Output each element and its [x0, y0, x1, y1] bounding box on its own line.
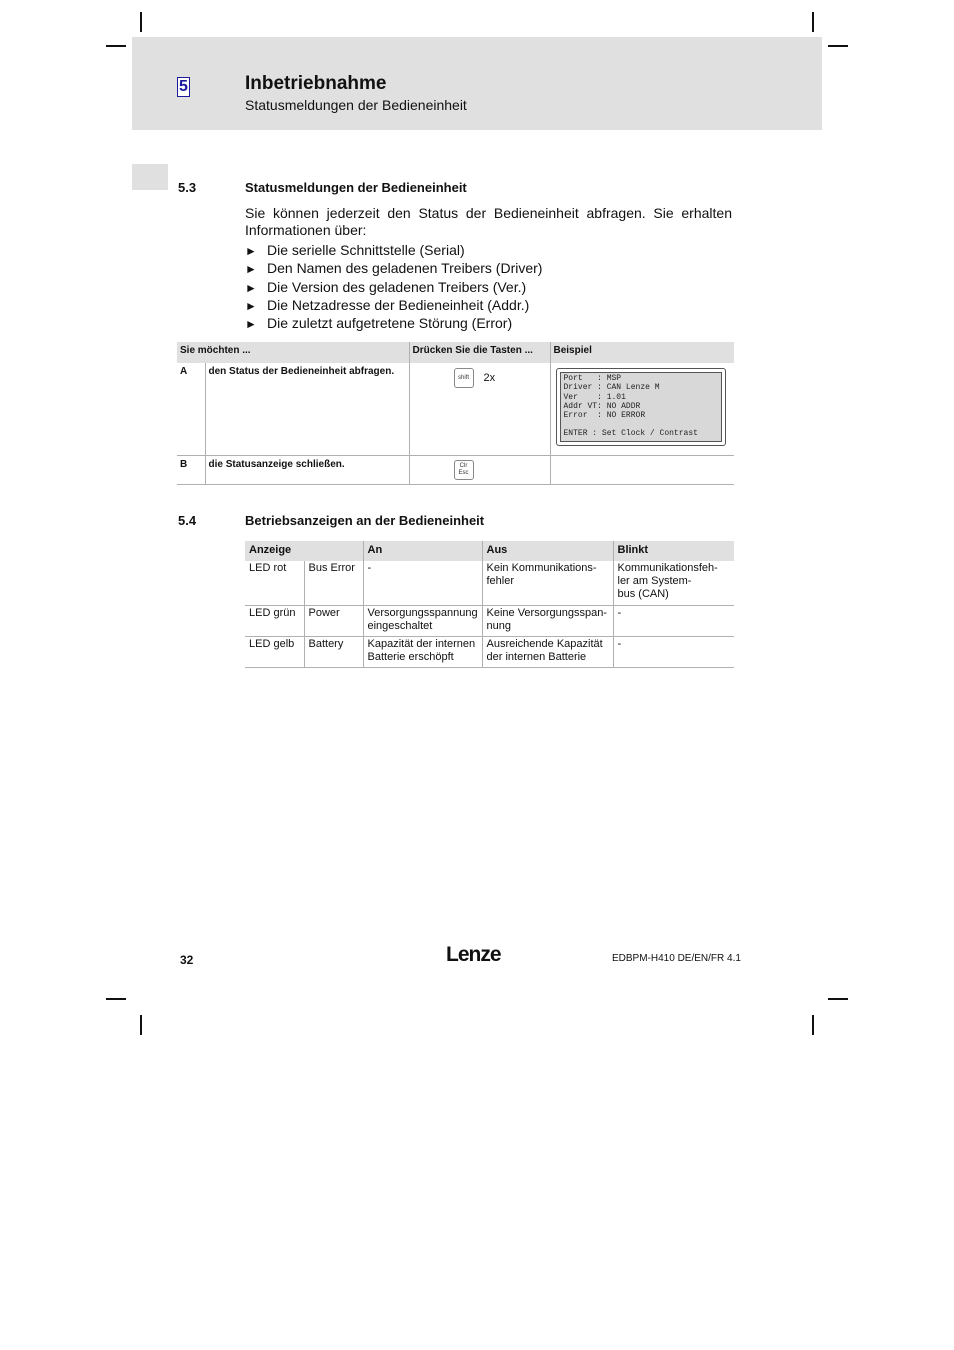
lcd-line: Ver : 1.01 — [563, 392, 626, 402]
state-off: Ausreichende Kapazität der internen Batterie — [482, 636, 613, 667]
list-item: ► Die zuletzt aufgetretene Störung (Error) — [245, 315, 513, 332]
arrow-right-icon: ► — [245, 280, 257, 295]
column-header: Blinkt — [613, 541, 734, 561]
list-item: ► Den Namen des geladenen Treibers (Driver) — [245, 260, 543, 277]
crop-mark — [106, 998, 126, 1000]
chapter-number-badge: 5 — [177, 77, 190, 97]
bullet-list — [245, 241, 542, 332]
table-row — [177, 455, 734, 484]
brand-logo: Lenze — [446, 943, 501, 966]
display-example — [556, 368, 726, 446]
row-action: den Status der Bedieneinheit abfragen. — [205, 363, 409, 455]
section-number: 5.4 — [178, 513, 197, 528]
table-header-row — [177, 342, 734, 363]
list-item: ► Die serielle Schnittstelle (Serial) — [245, 242, 465, 258]
side-marker — [132, 164, 168, 190]
arrow-right-icon: ► — [245, 244, 257, 258]
table-row — [245, 605, 734, 636]
header-band — [132, 37, 822, 130]
lcd-line: Port : MSP — [563, 374, 622, 383]
lcd-screen — [560, 372, 722, 442]
intro-paragraph: Sie können jederzeit den Status der Bedieneinheit abfragen. Sie erhalten Informationen über: — [245, 205, 732, 238]
arrow-right-icon: ► — [245, 317, 257, 332]
column-header: Sie möchten ... — [177, 342, 409, 363]
table-row — [245, 636, 734, 667]
section-title: Statusmeldungen der Bedieneinheit — [245, 180, 467, 195]
table-header-row — [245, 541, 734, 561]
column-header: Aus — [482, 541, 613, 561]
list-item: ► Die Version des geladenen Treibers (Ver.) — [245, 278, 527, 295]
section-number: 5.3 — [178, 180, 197, 195]
table-row — [245, 561, 734, 605]
table-row — [177, 363, 734, 455]
lcd-line — [564, 420, 718, 429]
clr-esc-key-icon: Clr Esc — [454, 460, 474, 480]
state-on: Versorgungsspannung eingeschaltet — [363, 605, 482, 636]
arrow-right-icon: ► — [245, 298, 257, 313]
page-number: 32 — [180, 953, 194, 967]
lcd-line: ENTER : Set Clock / Contrast — [563, 429, 698, 439]
crop-mark — [140, 1015, 142, 1035]
column-header: Beispiel — [550, 342, 734, 363]
led-label: Power — [304, 605, 363, 636]
page-title: Inbetriebnahme — [245, 73, 387, 94]
crop-mark — [812, 1015, 814, 1035]
row-id: A — [177, 363, 205, 455]
led-name: LED gelb — [245, 636, 304, 667]
lcd-line: Addr VT: NO ADDR — [563, 401, 641, 411]
led-label: Battery — [304, 636, 363, 667]
state-blink: - — [613, 636, 734, 667]
lcd-line: Driver : CAN Lenze M — [563, 383, 660, 393]
lcd-line: Error : NO ERROR — [563, 411, 646, 421]
list-item: ► Die Netzadresse der Bedieneinheit (Addr.) — [245, 296, 530, 313]
crop-mark — [140, 12, 142, 32]
status-query-table — [177, 342, 734, 485]
state-on: - — [363, 561, 482, 605]
arrow-right-icon: ► — [245, 262, 257, 277]
led-label: Bus Error — [304, 561, 363, 605]
led-name: LED rot — [245, 561, 304, 605]
column-header: An — [363, 541, 482, 561]
state-off: Kein Kommunikations- fehler — [482, 561, 613, 605]
document-reference: EDBPM-H410 DE/EN/FR 4.1 — [612, 953, 741, 964]
column-header: Anzeige — [245, 541, 363, 561]
shift-key-icon: shift — [454, 368, 474, 388]
led-indicator-table — [245, 541, 734, 668]
row-id: B — [177, 455, 205, 484]
crop-mark — [106, 45, 126, 47]
state-blink: - — [613, 605, 734, 636]
led-name: LED grün — [245, 605, 304, 636]
press-count: 2x — [483, 372, 496, 384]
state-off: Keine Versorgungsspan- nung — [482, 605, 613, 636]
page-subtitle: Statusmeldungen der Bedieneinheit — [245, 97, 467, 113]
crop-mark — [828, 45, 848, 47]
column-header: Drücken Sie die Tasten ... — [409, 342, 550, 363]
state-blink: Kommunikationsfeh- ler am System- bus (CAN) — [613, 561, 734, 605]
crop-mark — [828, 998, 848, 1000]
section-title: Betriebsanzeigen an der Bedieneinheit — [245, 513, 485, 528]
crop-mark — [812, 12, 814, 32]
row-action: die Statusanzeige schließen. — [205, 455, 409, 484]
state-on: Kapazität der internen Batterie erschöpft — [363, 636, 482, 667]
